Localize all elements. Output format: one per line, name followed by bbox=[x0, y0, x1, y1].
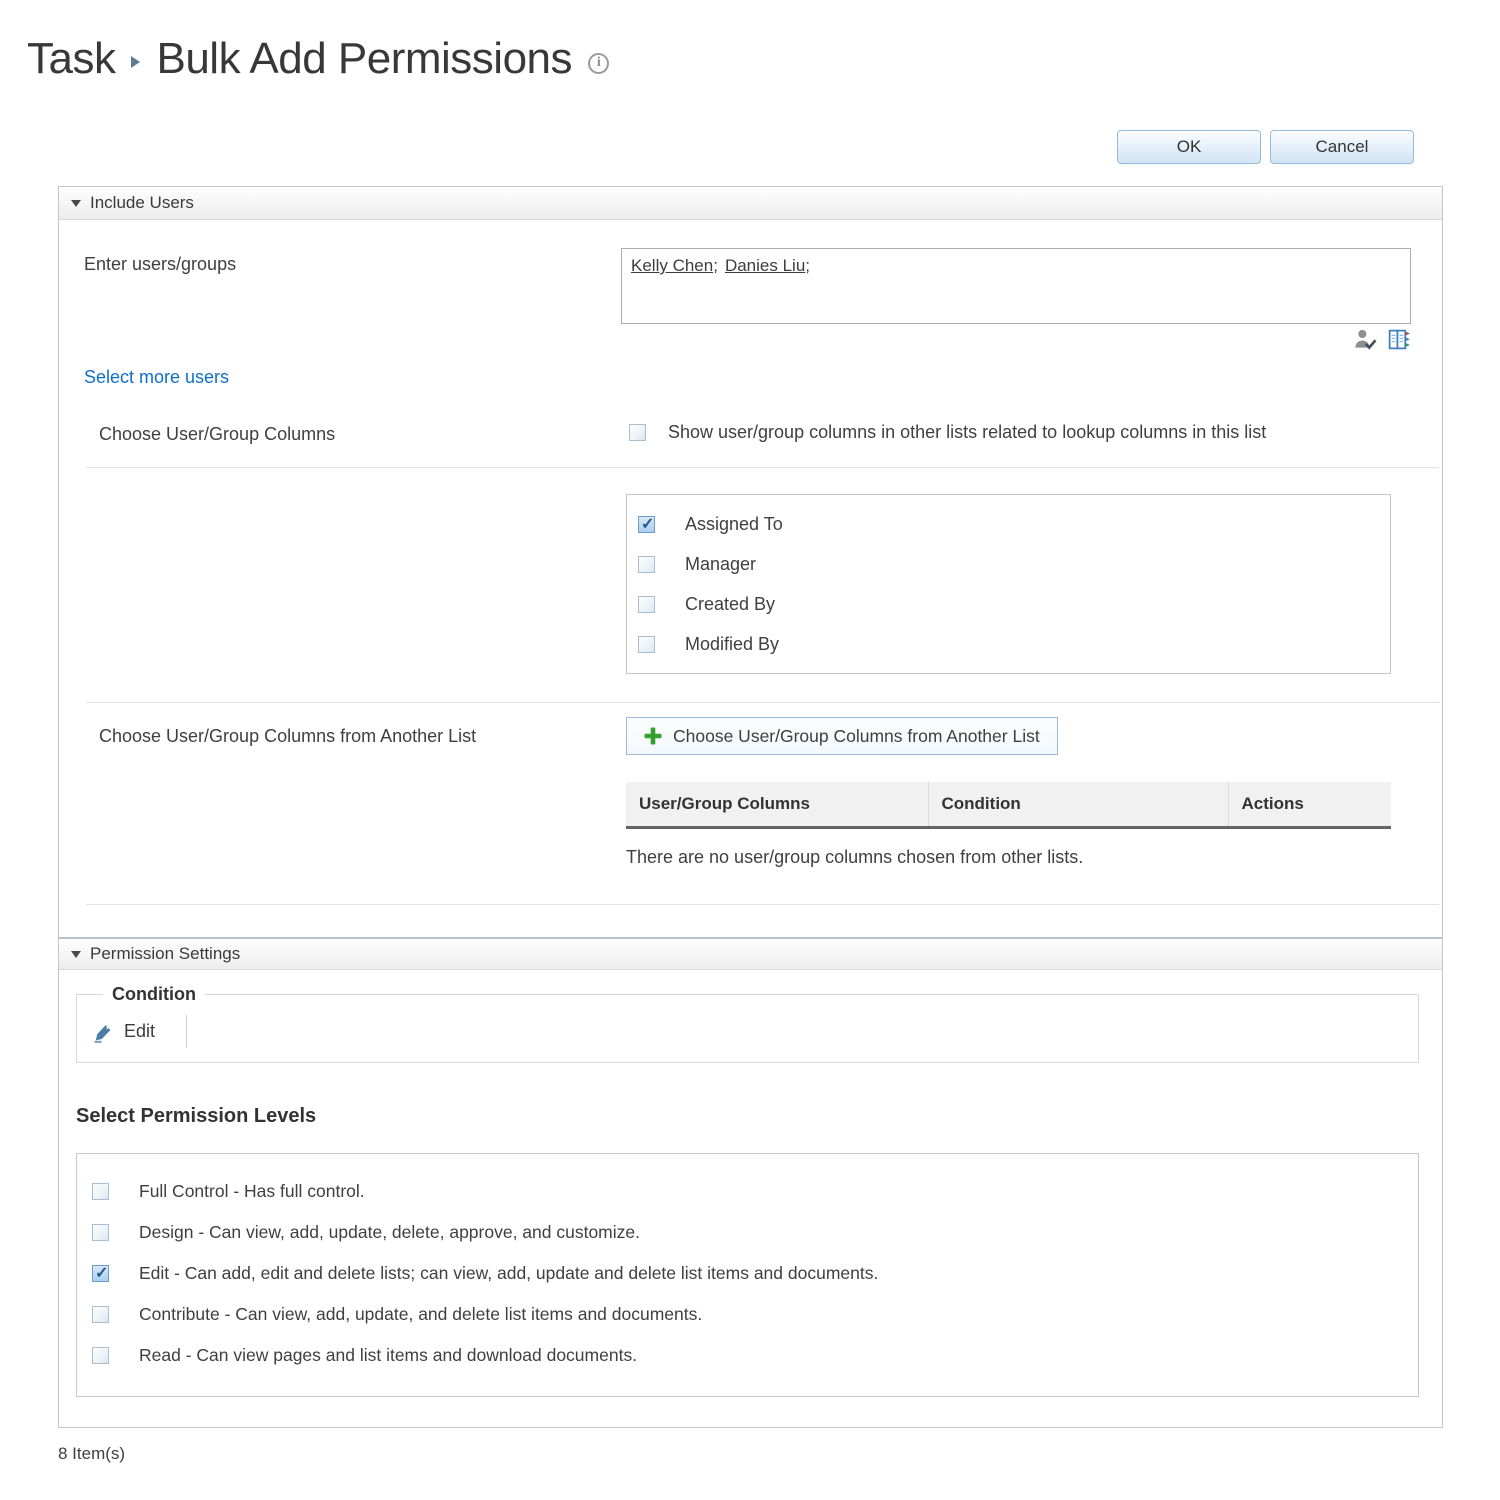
dialog-actions bbox=[0, 130, 1414, 164]
include-users-section-body bbox=[59, 248, 1442, 937]
assigned-to-label: Assigned To bbox=[685, 513, 783, 534]
page-header bbox=[27, 34, 1500, 84]
read-checkbox[interactable] bbox=[92, 1347, 109, 1364]
list-item bbox=[627, 544, 1390, 584]
breadcrumb-arrow-icon bbox=[131, 56, 140, 68]
breadcrumb-list-link[interactable]: Task bbox=[27, 34, 116, 83]
users-groups-input[interactable] bbox=[621, 248, 1411, 324]
permission-settings-section-body bbox=[59, 984, 1442, 1427]
choose-columns-label: Choose User/Group Columns bbox=[99, 424, 336, 444]
condition-edit-button[interactable] bbox=[91, 1021, 155, 1043]
table-header-condition: Condition bbox=[928, 782, 1228, 828]
list-item bbox=[77, 1171, 1418, 1212]
permission-levels-list bbox=[76, 1153, 1419, 1397]
select-permission-levels-heading: Select Permission Levels bbox=[76, 1105, 317, 1127]
user-group-columns-list bbox=[626, 494, 1391, 674]
ok-button[interactable]: OK bbox=[1117, 130, 1261, 164]
people-picker-toolbar bbox=[621, 327, 1411, 353]
modified-by-label: Modified By bbox=[685, 633, 780, 654]
condition-edit-label: Edit bbox=[124, 1021, 156, 1041]
info-icon[interactable]: i bbox=[588, 53, 609, 74]
bulk-add-permissions-panel bbox=[58, 186, 1443, 1428]
design-label: Design - Can view, add, update, delete, approve, and customize. bbox=[139, 1222, 640, 1242]
enter-users-label: Enter users/groups bbox=[84, 254, 237, 274]
condition-fieldset bbox=[76, 984, 1419, 1063]
condition-legend: Condition bbox=[112, 984, 196, 1004]
contribute-label: Contribute - Can view, add, update, and delete list items and documents. bbox=[139, 1304, 703, 1324]
page-title: Bulk Add Permissions bbox=[156, 34, 573, 83]
manager-checkbox[interactable] bbox=[638, 556, 655, 573]
entity-separator: ; bbox=[713, 256, 718, 275]
columns-table bbox=[626, 782, 1391, 829]
collapse-triangle-icon bbox=[71, 951, 81, 958]
person-entity-2[interactable]: Danies Liu bbox=[724, 256, 806, 275]
divider bbox=[86, 702, 1439, 703]
include-users-section-title: Include Users bbox=[90, 193, 194, 212]
plus-icon bbox=[644, 727, 662, 745]
table-header-user-group-columns: User/Group Columns bbox=[626, 782, 928, 828]
entity-separator: ; bbox=[805, 256, 811, 275]
cancel-button[interactable]: Cancel bbox=[1270, 130, 1414, 164]
person-entity-1[interactable]: Kelly Chen bbox=[631, 256, 714, 275]
table-header-actions: Actions bbox=[1228, 782, 1391, 828]
full-control-label: Full Control - Has full control. bbox=[139, 1181, 365, 1201]
list-item bbox=[77, 1294, 1418, 1335]
list-item bbox=[77, 1212, 1418, 1253]
permission-settings-section-title: Permission Settings bbox=[90, 944, 241, 963]
list-item bbox=[77, 1335, 1418, 1376]
choose-from-list-label: Choose User/Group Columns from Another List bbox=[99, 726, 477, 746]
show-columns-checkbox-label: Show user/group columns in other lists related to lookup columns in this list bbox=[668, 422, 1267, 442]
permission-settings-section-header[interactable] bbox=[59, 937, 1442, 970]
manager-label: Manager bbox=[685, 553, 757, 574]
vertical-divider bbox=[186, 1015, 187, 1048]
show-columns-checkbox[interactable] bbox=[629, 424, 646, 441]
table-empty-message: There are no user/group columns chosen from other lists. bbox=[626, 847, 1084, 867]
items-count: 8 Item(s) bbox=[58, 1444, 126, 1463]
design-checkbox[interactable] bbox=[92, 1224, 109, 1241]
edit-label: Edit - Can add, edit and delete lists; can view, add, update and delete list items and documents. bbox=[139, 1263, 879, 1283]
address-book-icon[interactable] bbox=[1386, 327, 1411, 352]
collapse-triangle-icon bbox=[71, 200, 81, 207]
select-more-users-link[interactable]: Select more users bbox=[84, 367, 230, 387]
created-by-label: Created By bbox=[685, 593, 776, 614]
list-item bbox=[627, 624, 1390, 664]
list-item bbox=[77, 1253, 1418, 1294]
edit-checkbox[interactable] bbox=[92, 1265, 109, 1282]
choose-columns-from-list-button[interactable] bbox=[626, 717, 1058, 755]
created-by-checkbox[interactable] bbox=[638, 596, 655, 613]
full-control-checkbox[interactable] bbox=[92, 1183, 109, 1200]
modified-by-checkbox[interactable] bbox=[638, 636, 655, 653]
list-item bbox=[627, 584, 1390, 624]
read-label: Read - Can view pages and list items and download documents. bbox=[139, 1345, 638, 1365]
include-users-section-header[interactable] bbox=[59, 187, 1442, 220]
divider bbox=[86, 904, 1439, 905]
check-names-icon[interactable] bbox=[1353, 327, 1378, 352]
list-item bbox=[627, 504, 1390, 544]
assigned-to-checkbox[interactable] bbox=[638, 516, 655, 533]
contribute-checkbox[interactable] bbox=[92, 1306, 109, 1323]
choose-columns-from-list-button-label: Choose User/Group Columns from Another List bbox=[673, 725, 1040, 746]
pencil-icon bbox=[91, 1021, 113, 1043]
